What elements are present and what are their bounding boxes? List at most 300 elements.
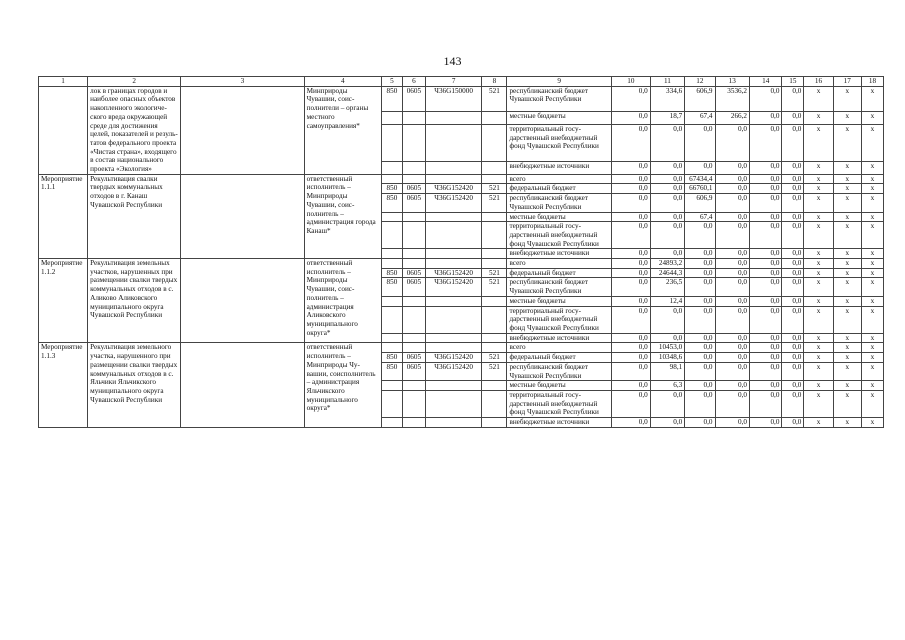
value-cell: x bbox=[833, 184, 861, 194]
budget-code-cell bbox=[381, 418, 402, 428]
value-cell: x bbox=[833, 222, 861, 249]
column-number-cell: 11 bbox=[650, 77, 685, 87]
value-cell: x bbox=[833, 111, 861, 124]
column-number-row bbox=[39, 77, 884, 87]
value-cell: x bbox=[861, 161, 883, 174]
budget-code-cell bbox=[482, 174, 507, 184]
value-cell: 0,0 bbox=[750, 418, 782, 428]
value-cell: 0,0 bbox=[715, 418, 750, 428]
column-number-cell: 5 bbox=[381, 77, 402, 87]
table-row bbox=[39, 343, 884, 353]
value-cell: x bbox=[861, 184, 883, 194]
value-cell: 0,0 bbox=[750, 353, 782, 363]
value-cell: 0,0 bbox=[715, 161, 750, 174]
funding-source-cell: федеральный бюджет bbox=[507, 268, 612, 278]
funding-source-cell: республиканский бюджет Чувашской Республики bbox=[507, 194, 612, 212]
value-cell: 0,0 bbox=[612, 362, 651, 380]
event-name-cell: Мероприятие 1.1.3 bbox=[39, 343, 88, 427]
value-cell: 0,0 bbox=[612, 184, 651, 194]
budget-code-cell: 850 bbox=[381, 362, 402, 380]
value-cell: 0,0 bbox=[750, 362, 782, 380]
value-cell: x bbox=[804, 390, 833, 417]
value-cell: x bbox=[804, 174, 833, 184]
value-cell: x bbox=[833, 333, 861, 343]
budget-code-cell bbox=[402, 333, 425, 343]
value-cell: x bbox=[804, 222, 833, 249]
value-cell: x bbox=[861, 306, 883, 333]
value-cell: 0,0 bbox=[782, 249, 804, 259]
budget-code-cell bbox=[482, 259, 507, 269]
value-cell: 0,0 bbox=[685, 268, 715, 278]
value-cell: x bbox=[804, 296, 833, 306]
budget-code-cell: 521 bbox=[482, 278, 507, 296]
value-cell: x bbox=[804, 381, 833, 391]
value-cell: 0,0 bbox=[685, 390, 715, 417]
empty-cell bbox=[181, 259, 304, 343]
funding-source-cell: территориальный государственный внебюджетный фонд Чувашской Республики bbox=[507, 222, 612, 249]
column-number-cell: 4 bbox=[304, 77, 381, 87]
budget-code-cell bbox=[482, 306, 507, 333]
value-cell: x bbox=[833, 296, 861, 306]
value-cell: 0,0 bbox=[612, 296, 651, 306]
funding-source-cell: республиканский бюджет Чувашской Республики bbox=[507, 278, 612, 296]
value-cell: 24893,2 bbox=[650, 259, 685, 269]
value-cell: 18,7 bbox=[650, 111, 685, 124]
value-cell: 0,0 bbox=[750, 174, 782, 184]
budget-code-cell: 850 bbox=[381, 278, 402, 296]
executors-cell: ответственный исполнитель – Минприроды Чувашии, соисполнитель – администрация Аликовского муниципального округа* bbox=[304, 259, 381, 343]
funding-source-cell: всего bbox=[507, 174, 612, 184]
value-cell: x bbox=[861, 194, 883, 212]
budget-code-cell bbox=[425, 381, 481, 391]
value-cell: 0,0 bbox=[750, 306, 782, 333]
value-cell: 0,0 bbox=[782, 259, 804, 269]
value-cell: 67,4 bbox=[685, 212, 715, 222]
event-name-cell bbox=[39, 86, 88, 174]
value-cell: x bbox=[804, 111, 833, 124]
value-cell: 0,0 bbox=[685, 249, 715, 259]
value-cell: 0,0 bbox=[685, 124, 715, 161]
funding-source-cell: республиканский бюджет Чувашской Республики bbox=[507, 362, 612, 380]
value-cell: x bbox=[804, 184, 833, 194]
budget-code-cell bbox=[425, 418, 481, 428]
budget-code-cell bbox=[381, 259, 402, 269]
value-cell: 0,0 bbox=[650, 174, 685, 184]
event-description-cell: Рекультивация свалки твердых коммунальных отходов в г. Канаш Чувашской Республики bbox=[88, 174, 181, 258]
budget-code-cell: 0605 bbox=[402, 194, 425, 212]
event-name-cell: Мероприятие 1.1.1 bbox=[39, 174, 88, 258]
value-cell: 0,0 bbox=[782, 212, 804, 222]
value-cell: 0,0 bbox=[782, 390, 804, 417]
value-cell: 0,0 bbox=[750, 212, 782, 222]
budget-code-cell bbox=[402, 343, 425, 353]
budget-code-cell: Ч36G152420 bbox=[425, 353, 481, 363]
value-cell: 0,0 bbox=[715, 278, 750, 296]
value-cell: 10453,0 bbox=[650, 343, 685, 353]
funding-source-cell: внебюджетные источники bbox=[507, 418, 612, 428]
value-cell: x bbox=[804, 259, 833, 269]
value-cell: 0,0 bbox=[750, 333, 782, 343]
column-number-cell: 18 bbox=[861, 77, 883, 87]
budget-code-cell bbox=[482, 222, 507, 249]
value-cell: 0,0 bbox=[612, 381, 651, 391]
column-number-cell: 8 bbox=[482, 77, 507, 87]
budget-code-cell bbox=[482, 390, 507, 417]
budget-code-cell bbox=[381, 390, 402, 417]
value-cell: 0,0 bbox=[782, 418, 804, 428]
event-description-cell: Рекультивация земельных участков, нарушенных при размещении свалки твердых коммунальных отходов в с. Аликово Аликовского муниципального округа Чувашской Республики bbox=[88, 259, 181, 343]
funding-source-cell: федеральный бюджет bbox=[507, 184, 612, 194]
value-cell: x bbox=[861, 174, 883, 184]
funding-source-cell: внебюджетные источники bbox=[507, 333, 612, 343]
value-cell: 0,0 bbox=[782, 111, 804, 124]
budget-code-cell bbox=[425, 306, 481, 333]
value-cell: x bbox=[861, 353, 883, 363]
value-cell: 0,0 bbox=[750, 343, 782, 353]
event-description-cell: Рекультивация земельного участка, нарушенного при размещении свалки твердых коммунальных отходов в с. Яльчики Яльчикского муниципального округа Чувашской Республики bbox=[88, 343, 181, 427]
value-cell: x bbox=[861, 296, 883, 306]
value-cell: 0,0 bbox=[750, 86, 782, 111]
value-cell: 0,0 bbox=[650, 161, 685, 174]
value-cell: 0,0 bbox=[685, 296, 715, 306]
value-cell: x bbox=[804, 362, 833, 380]
budget-code-cell: 0605 bbox=[402, 278, 425, 296]
value-cell: 0,0 bbox=[782, 381, 804, 391]
value-cell: 0,0 bbox=[650, 418, 685, 428]
value-cell: 0,0 bbox=[612, 353, 651, 363]
budget-code-cell: 521 bbox=[482, 86, 507, 111]
budget-code-cell bbox=[402, 249, 425, 259]
value-cell: x bbox=[861, 278, 883, 296]
column-number-cell: 2 bbox=[88, 77, 181, 87]
column-number-cell: 6 bbox=[402, 77, 425, 87]
funding-source-cell: всего bbox=[507, 259, 612, 269]
budget-code-cell bbox=[381, 124, 402, 161]
table-body bbox=[39, 77, 884, 428]
executors-cell: ответственный исполнитель – Минприроды Чувашии, соисполнитель – администрация Яльчикского муниципального округа* bbox=[304, 343, 381, 427]
value-cell: 0,0 bbox=[715, 174, 750, 184]
budget-code-cell: Ч36G150000 bbox=[425, 86, 481, 111]
value-cell: 0,0 bbox=[715, 249, 750, 259]
budget-code-cell: 521 bbox=[482, 194, 507, 212]
value-cell: x bbox=[861, 212, 883, 222]
budget-code-cell bbox=[425, 124, 481, 161]
budget-code-cell bbox=[381, 174, 402, 184]
budget-code-cell bbox=[381, 343, 402, 353]
value-cell: 0,0 bbox=[650, 333, 685, 343]
value-cell: 0,0 bbox=[715, 222, 750, 249]
event-name-cell: Мероприятие 1.1.2 bbox=[39, 259, 88, 343]
budget-code-cell: 0605 bbox=[402, 362, 425, 380]
budget-code-cell bbox=[425, 111, 481, 124]
funding-source-cell: местные бюджеты bbox=[507, 212, 612, 222]
budget-code-cell: 0605 bbox=[402, 268, 425, 278]
budget-code-cell: 0605 bbox=[402, 184, 425, 194]
value-cell: x bbox=[804, 418, 833, 428]
column-number-cell: 15 bbox=[782, 77, 804, 87]
column-number-cell: 9 bbox=[507, 77, 612, 87]
funding-source-cell: территориальный государственный внебюджетный фонд Чувашской Республики bbox=[507, 390, 612, 417]
value-cell: 0,0 bbox=[750, 249, 782, 259]
table-row bbox=[39, 86, 884, 111]
value-cell: 0,0 bbox=[612, 259, 651, 269]
value-cell: 12,4 bbox=[650, 296, 685, 306]
budget-code-cell: 521 bbox=[482, 268, 507, 278]
budget-code-cell bbox=[482, 296, 507, 306]
budget-code-cell: Ч36G152420 bbox=[425, 194, 481, 212]
budget-code-cell: 850 bbox=[381, 353, 402, 363]
budget-code-cell bbox=[425, 296, 481, 306]
value-cell: 0,0 bbox=[612, 174, 651, 184]
value-cell: x bbox=[804, 194, 833, 212]
value-cell: 0,0 bbox=[612, 249, 651, 259]
budget-code-cell bbox=[482, 111, 507, 124]
value-cell: x bbox=[804, 268, 833, 278]
budget-code-cell: 850 bbox=[381, 268, 402, 278]
value-cell: x bbox=[861, 333, 883, 343]
value-cell: 0,0 bbox=[612, 390, 651, 417]
executors-cell: ответственный исполнитель – Минприроды Чувашии, соисполнитель – администрация города Канаш* bbox=[304, 174, 381, 258]
value-cell: x bbox=[833, 86, 861, 111]
value-cell: 0,0 bbox=[715, 362, 750, 380]
value-cell: x bbox=[804, 212, 833, 222]
value-cell: x bbox=[861, 124, 883, 161]
value-cell: 0,0 bbox=[715, 259, 750, 269]
budget-code-cell bbox=[402, 306, 425, 333]
value-cell: x bbox=[833, 390, 861, 417]
value-cell: 0,0 bbox=[650, 212, 685, 222]
budget-code-cell: 0605 bbox=[402, 86, 425, 111]
value-cell: x bbox=[804, 333, 833, 343]
value-cell: x bbox=[804, 86, 833, 111]
column-number-cell: 13 bbox=[715, 77, 750, 87]
value-cell: 0,0 bbox=[685, 161, 715, 174]
budget-code-cell bbox=[402, 259, 425, 269]
value-cell: 0,0 bbox=[685, 222, 715, 249]
value-cell: 0,0 bbox=[715, 268, 750, 278]
empty-cell bbox=[181, 86, 304, 174]
value-cell: 67434,4 bbox=[685, 174, 715, 184]
funding-source-cell: внебюджетные источники bbox=[507, 249, 612, 259]
value-cell: 0,0 bbox=[685, 362, 715, 380]
value-cell: 0,0 bbox=[650, 390, 685, 417]
budget-code-cell: 521 bbox=[482, 184, 507, 194]
value-cell: x bbox=[804, 278, 833, 296]
budget-code-cell bbox=[482, 212, 507, 222]
value-cell: x bbox=[861, 111, 883, 124]
value-cell: x bbox=[804, 124, 833, 161]
value-cell: 0,0 bbox=[782, 296, 804, 306]
executors-cell: Минприроды Чувашии, соисполнители – органы местного самоуправления* bbox=[304, 86, 381, 174]
funding-source-cell: всего bbox=[507, 343, 612, 353]
value-cell: 0,0 bbox=[750, 268, 782, 278]
event-description-cell: лок в границах городов и наиболее опасных объектов накопленного экологического вреда окружающей среде для достижения целей, показателей и результатов федерального проекта «Чистая страна», входящего в состав национального проекта «Экология» bbox=[88, 86, 181, 174]
funding-source-cell: территориальный государственный внебюджетный фонд Чувашской Республики bbox=[507, 306, 612, 333]
budget-table bbox=[38, 76, 884, 428]
budget-code-cell bbox=[482, 161, 507, 174]
value-cell: 98,1 bbox=[650, 362, 685, 380]
budget-code-cell bbox=[425, 259, 481, 269]
value-cell: 0,0 bbox=[612, 268, 651, 278]
value-cell: x bbox=[861, 418, 883, 428]
column-number-cell: 1 bbox=[39, 77, 88, 87]
budget-code-cell: 0605 bbox=[402, 353, 425, 363]
value-cell: 0,0 bbox=[715, 306, 750, 333]
budget-code-cell bbox=[425, 333, 481, 343]
value-cell: 0,0 bbox=[750, 111, 782, 124]
budget-code-cell: Ч36G152420 bbox=[425, 278, 481, 296]
value-cell: 0,0 bbox=[685, 418, 715, 428]
value-cell: 0,0 bbox=[685, 306, 715, 333]
value-cell: 0,0 bbox=[612, 418, 651, 428]
value-cell: 0,0 bbox=[650, 124, 685, 161]
value-cell: x bbox=[833, 212, 861, 222]
budget-code-cell: 521 bbox=[482, 353, 507, 363]
value-cell: 0,0 bbox=[612, 222, 651, 249]
budget-code-cell bbox=[381, 111, 402, 124]
value-cell: x bbox=[804, 343, 833, 353]
budget-code-cell bbox=[402, 124, 425, 161]
budget-code-cell bbox=[381, 381, 402, 391]
funding-source-cell: местные бюджеты bbox=[507, 111, 612, 124]
value-cell: x bbox=[833, 362, 861, 380]
value-cell: 0,0 bbox=[612, 212, 651, 222]
value-cell: x bbox=[804, 353, 833, 363]
value-cell: 0,0 bbox=[685, 381, 715, 391]
value-cell: 0,0 bbox=[782, 184, 804, 194]
budget-code-cell bbox=[482, 249, 507, 259]
value-cell: x bbox=[833, 278, 861, 296]
table-row bbox=[39, 174, 884, 184]
value-cell: 0,0 bbox=[782, 362, 804, 380]
value-cell: 0,0 bbox=[612, 86, 651, 111]
value-cell: 0,0 bbox=[685, 259, 715, 269]
budget-code-cell: 850 bbox=[381, 194, 402, 212]
value-cell: x bbox=[833, 353, 861, 363]
value-cell: 0,0 bbox=[715, 184, 750, 194]
budget-code-cell bbox=[425, 174, 481, 184]
budget-code-cell bbox=[482, 381, 507, 391]
budget-code-cell bbox=[402, 222, 425, 249]
value-cell: x bbox=[804, 306, 833, 333]
value-cell: 0,0 bbox=[782, 268, 804, 278]
value-cell: 0,0 bbox=[782, 306, 804, 333]
value-cell: 0,0 bbox=[612, 333, 651, 343]
value-cell: x bbox=[833, 418, 861, 428]
budget-code-cell bbox=[381, 296, 402, 306]
budget-code-cell bbox=[425, 390, 481, 417]
value-cell: 0,0 bbox=[715, 194, 750, 212]
value-cell: 0,0 bbox=[612, 278, 651, 296]
funding-source-cell: местные бюджеты bbox=[507, 296, 612, 306]
value-cell: 0,0 bbox=[782, 353, 804, 363]
value-cell: x bbox=[833, 174, 861, 184]
value-cell: x bbox=[861, 259, 883, 269]
value-cell: 0,0 bbox=[650, 184, 685, 194]
funding-source-cell: местные бюджеты bbox=[507, 381, 612, 391]
column-number-cell: 17 bbox=[833, 77, 861, 87]
value-cell: 0,0 bbox=[650, 306, 685, 333]
value-cell: x bbox=[861, 249, 883, 259]
value-cell: 0,0 bbox=[782, 161, 804, 174]
budget-code-cell: 850 bbox=[381, 184, 402, 194]
value-cell: 0,0 bbox=[650, 249, 685, 259]
budget-code-cell bbox=[381, 212, 402, 222]
value-cell: 0,0 bbox=[782, 343, 804, 353]
budget-code-cell bbox=[482, 124, 507, 161]
budget-code-cell: Ч36G152420 bbox=[425, 362, 481, 380]
value-cell: 0,0 bbox=[612, 306, 651, 333]
value-cell: 0,0 bbox=[612, 343, 651, 353]
budget-code-cell bbox=[482, 343, 507, 353]
value-cell: 0,0 bbox=[685, 278, 715, 296]
value-cell: x bbox=[833, 124, 861, 161]
value-cell: 0,0 bbox=[685, 353, 715, 363]
value-cell: x bbox=[833, 194, 861, 212]
value-cell: x bbox=[833, 259, 861, 269]
value-cell: 0,0 bbox=[750, 222, 782, 249]
value-cell: 0,0 bbox=[715, 296, 750, 306]
value-cell: 606,9 bbox=[685, 86, 715, 111]
value-cell: 3536,2 bbox=[715, 86, 750, 111]
value-cell: 0,0 bbox=[715, 390, 750, 417]
budget-code-cell bbox=[482, 333, 507, 343]
budget-code-cell bbox=[402, 174, 425, 184]
value-cell: x bbox=[804, 161, 833, 174]
value-cell: 0,0 bbox=[685, 333, 715, 343]
value-cell: 0,0 bbox=[750, 259, 782, 269]
value-cell: 0,0 bbox=[782, 222, 804, 249]
budget-code-cell bbox=[425, 249, 481, 259]
budget-code-cell bbox=[381, 222, 402, 249]
budget-code-cell bbox=[402, 296, 425, 306]
budget-code-cell bbox=[425, 222, 481, 249]
table-row bbox=[39, 259, 884, 269]
value-cell: x bbox=[861, 381, 883, 391]
budget-code-cell bbox=[425, 212, 481, 222]
value-cell: 67,4 bbox=[685, 111, 715, 124]
column-number-cell: 16 bbox=[804, 77, 833, 87]
value-cell: 0,0 bbox=[750, 278, 782, 296]
value-cell: 266,2 bbox=[715, 111, 750, 124]
value-cell: 66760,1 bbox=[685, 184, 715, 194]
value-cell: 0,0 bbox=[782, 333, 804, 343]
value-cell: 6,3 bbox=[650, 381, 685, 391]
value-cell: 0,0 bbox=[612, 194, 651, 212]
budget-code-cell: Ч36G152420 bbox=[425, 184, 481, 194]
empty-cell bbox=[181, 174, 304, 258]
budget-code-cell bbox=[425, 161, 481, 174]
value-cell: 0,0 bbox=[612, 111, 651, 124]
budget-code-cell bbox=[402, 381, 425, 391]
value-cell: 0,0 bbox=[685, 343, 715, 353]
value-cell: 0,0 bbox=[715, 124, 750, 161]
value-cell: x bbox=[861, 222, 883, 249]
budget-code-cell bbox=[425, 343, 481, 353]
column-number-cell: 7 bbox=[425, 77, 481, 87]
value-cell: 0,0 bbox=[750, 184, 782, 194]
value-cell: 0,0 bbox=[715, 381, 750, 391]
budget-code-cell bbox=[482, 418, 507, 428]
empty-cell bbox=[181, 343, 304, 427]
value-cell: 0,0 bbox=[750, 124, 782, 161]
value-cell: 0,0 bbox=[750, 381, 782, 391]
value-cell: x bbox=[861, 268, 883, 278]
value-cell: x bbox=[833, 343, 861, 353]
budget-code-cell bbox=[402, 111, 425, 124]
funding-source-cell: территориальный государственный внебюджетный фонд Чувашской Республики bbox=[507, 124, 612, 161]
value-cell: 0,0 bbox=[715, 343, 750, 353]
